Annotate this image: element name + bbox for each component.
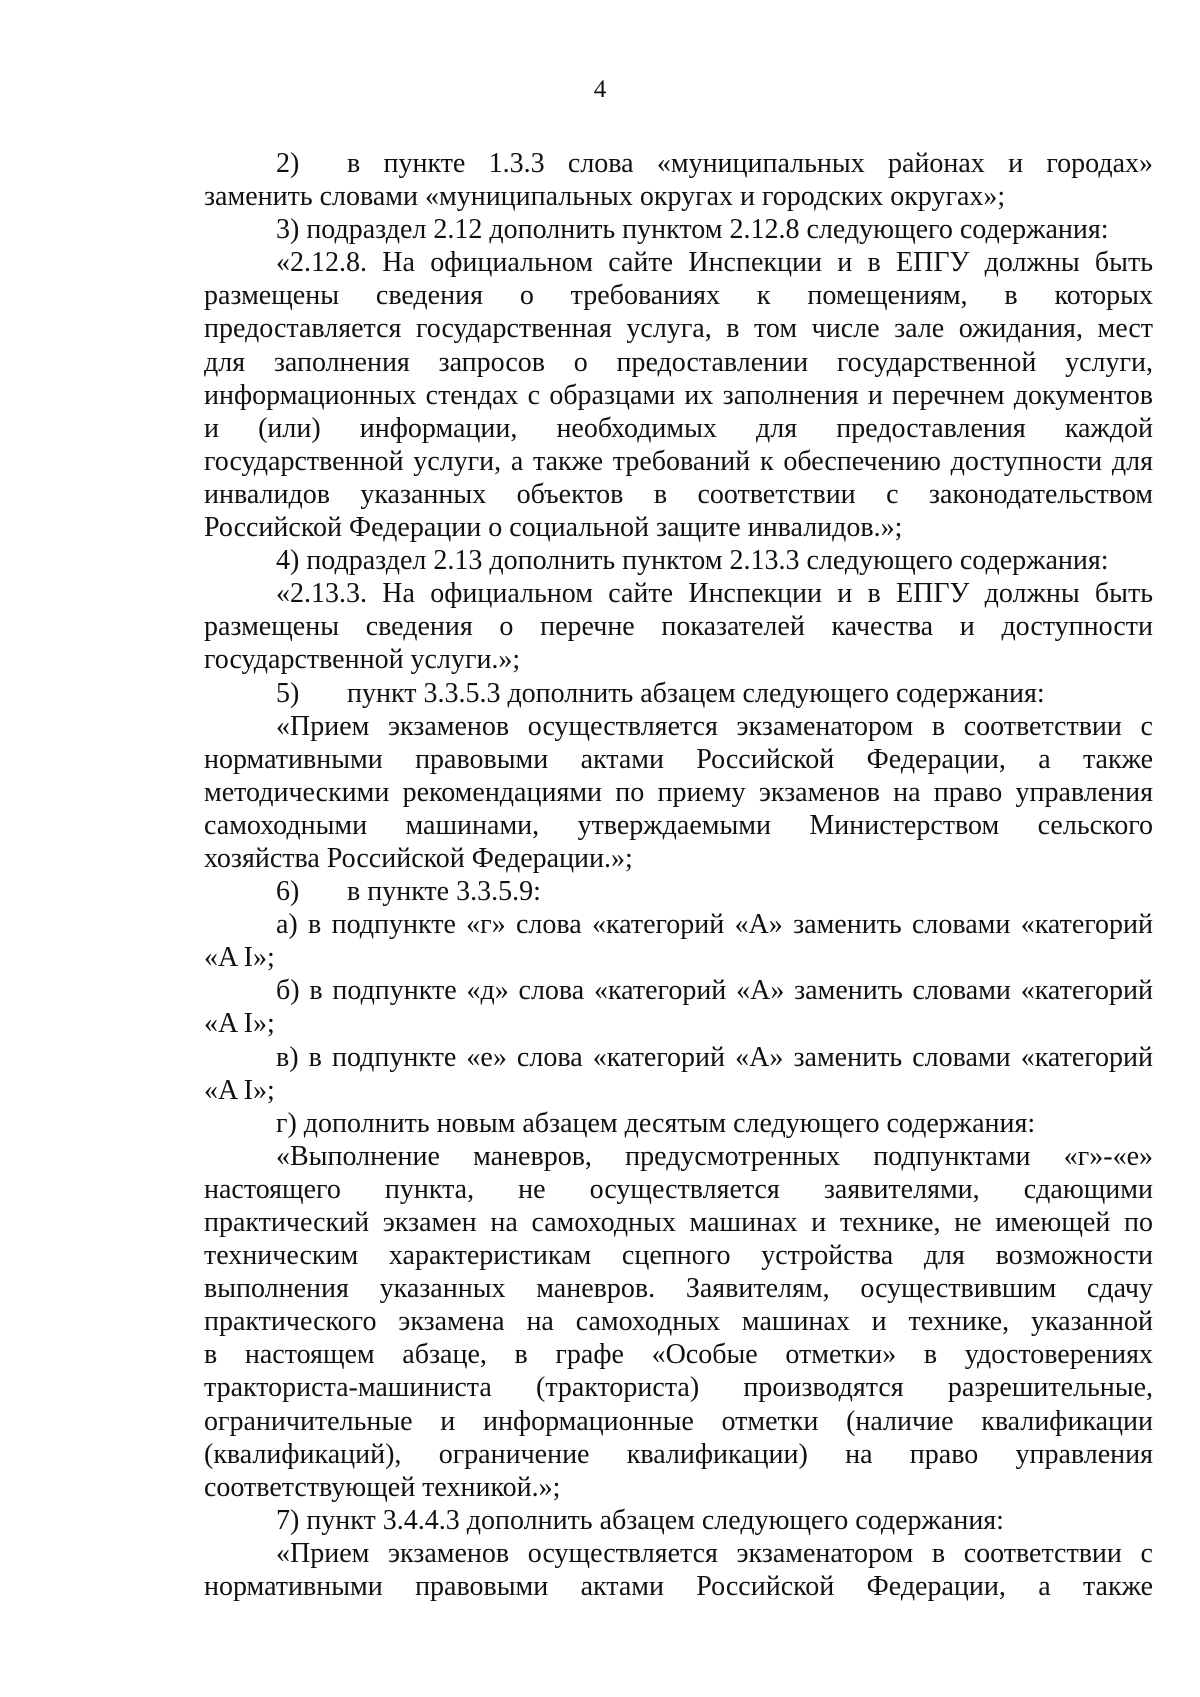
- page-number: 4: [593, 76, 607, 103]
- text-line: и (или) информации, необходимых для предоставления каждой: [204, 412, 1153, 444]
- text-line: хозяйства Российской Федерации.»;: [204, 842, 633, 874]
- text-line: [204, 875, 1153, 908]
- text-line: государственной услуги, а также требований к обеспечению доступности для: [204, 445, 1153, 477]
- text-line: техническим характеристикам сцепного устройства для возможности: [204, 1240, 1153, 1272]
- text-line: размещены сведения о требованиях к помещениям, в которых: [204, 280, 1153, 312]
- text-line: ограничительные и информационные отметки (наличие квалификации: [204, 1405, 1153, 1437]
- text-line: в настоящем абзаце, в графе «Особые отметки» в удостоверениях: [204, 1339, 1153, 1371]
- text-line: «Прием экзаменов осуществляется экзаменатором в соответствии с: [276, 1537, 1153, 1569]
- text-line: практического экзамена на самоходных машинах и технике, указанной: [204, 1306, 1153, 1338]
- text-line: г) дополнить новым абзацем десятым следующего содержания:: [276, 1107, 1036, 1139]
- text-line: размещены сведения о перечне показателей качества и доступности: [204, 611, 1153, 643]
- text-line: «2.12.8. На официальном сайте Инспекции и в ЕПГУ должны быть: [276, 247, 1153, 279]
- text-line: настоящего пункта, не осуществляется заявителями, сдающими: [204, 1173, 1153, 1205]
- text-line: инвалидов указанных объектов в соответствии с законодательством: [204, 478, 1153, 510]
- text-line: информационных стендах с образцами их заполнения и перечнем документов: [204, 379, 1153, 411]
- text-line: «Выполнение маневров, предусмотренных подпунктами «г»-«е»: [276, 1140, 1153, 1172]
- text-line-content: в пункте 1.3.3 слова «муниципальных районах и городах»: [347, 148, 1153, 179]
- text-line: нормативными правовыми актами Российской Федерации, а также: [204, 743, 1153, 775]
- document-body: [204, 147, 1153, 1603]
- item-number: 5): [276, 677, 300, 709]
- text-line: б) в подпункте «д» слова «категорий «А» заменить словами «категорий: [276, 975, 1153, 1007]
- text-line: «A I»;: [204, 942, 275, 974]
- text-line: (квалификаций), ограничение квалификации) на право управления: [204, 1438, 1153, 1470]
- text-line: для заполнения запросов о предоставлении государственной услуги,: [204, 346, 1153, 378]
- text-line: «A I»;: [204, 1074, 275, 1106]
- text-line-content: в пункте 3.3.5.9:: [347, 876, 541, 908]
- text-line: 7) пункт 3.4.4.3 дополнить абзацем следующего содержания:: [276, 1504, 1004, 1536]
- text-line: предоставляется государственная услуга, в том числе зале ожидания, мест: [204, 313, 1153, 345]
- text-line: практический экзамен на самоходных машинах и технике, не имеющей по: [204, 1207, 1153, 1238]
- item-number: 2): [276, 148, 300, 179]
- text-line: [204, 677, 1153, 710]
- text-line: самоходными машинами, утверждаемыми Министерством сельского: [204, 809, 1153, 841]
- text-line: 3) подраздел 2.12 дополнить пунктом 2.12.8 следующего содержания:: [276, 214, 1109, 246]
- text-line: «A I»;: [204, 1008, 275, 1040]
- text-line: 4) подраздел 2.13 дополнить пунктом 2.13.3 следующего содержания:: [276, 545, 1109, 577]
- text-line: в) в подпункте «е» слова «категорий «А» заменить словами «категорий: [276, 1041, 1153, 1073]
- text-line: а) в подпункте «г» слова «категорий «А» заменить словами «категорий: [276, 909, 1153, 941]
- text-line: заменить словами «муниципальных округах и городских округах»;: [204, 181, 1006, 213]
- text-line: соответствующей техникой.»;: [204, 1471, 561, 1503]
- text-line-content: пункт 3.3.5.3 дополнить абзацем следующего содержания:: [347, 677, 1045, 709]
- text-line: методическими рекомендациями по приему экзаменов на право управления: [204, 776, 1153, 808]
- text-line: Российской Федерации о социальной защите инвалидов.»;: [204, 512, 903, 544]
- text-line: нормативными правовыми актами Российской Федерации, а также: [204, 1571, 1153, 1603]
- text-line: «2.13.3. На официальном сайте Инспекции и в ЕПГУ должны быть: [276, 578, 1153, 610]
- text-line: «Прием экзаменов осуществляется экзаменатором в соответствии с: [276, 710, 1153, 742]
- text-line: тракториста-машиниста (тракториста) производятся разрешительные,: [204, 1372, 1153, 1404]
- text-line: [204, 147, 1153, 180]
- text-line: государственной услуги.»;: [204, 644, 521, 676]
- item-number: 6): [276, 876, 300, 908]
- text-line: выполнения указанных маневров. Заявителям, осуществившим сдачу: [204, 1273, 1153, 1305]
